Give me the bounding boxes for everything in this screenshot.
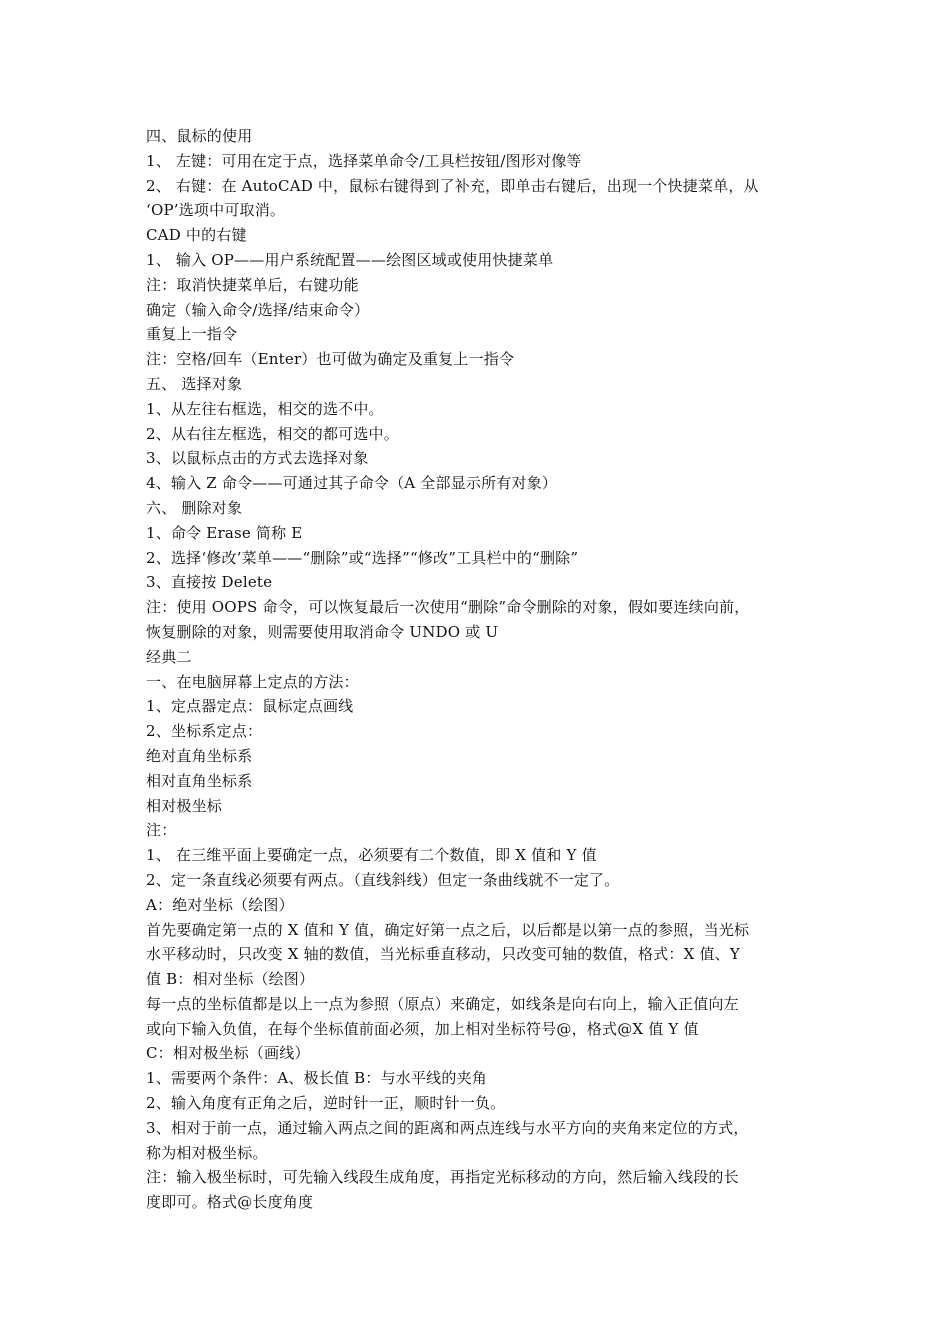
- text-line: 注：使用 OOPS 命令，可以恢复最后一次使用“删除”命令删除的对象，假如要连续向前，: [146, 598, 750, 617]
- text-line: 一、在电脑屏幕上定点的方法：: [146, 672, 359, 691]
- text-line: 称为相对极坐标。: [146, 1143, 268, 1162]
- text-line: 度即可。格式@长度角度: [146, 1193, 314, 1212]
- text-line: 确定（输入命令/选择/结束命令）: [146, 300, 370, 319]
- text-line: 3、直接按 Delete: [146, 573, 273, 592]
- text-line: 绝对直角坐标系: [146, 746, 253, 765]
- text-line: 首先要确定第一点的 X 值和 Y 值，确定好第一点之后，以后都是以第一点的参照，当光标: [146, 920, 750, 939]
- text-line: 注：: [146, 821, 177, 840]
- text-line: 3、以鼠标点击的方式去选择对象: [146, 449, 369, 468]
- text-line: 重复上一指令: [146, 325, 238, 344]
- text-line: 相对直角坐标系: [146, 771, 253, 790]
- text-line: 恢复删除的对象，则需要使用取消命令 UNDO 或 U: [146, 622, 499, 641]
- text-line: ‘OP’选项中可取消。: [146, 201, 286, 220]
- text-line: 四、鼠标的使用: [146, 127, 253, 145]
- text-line: 4、输入 Z 命令——可通过其子命令（A 全部显示所有对象）: [146, 474, 558, 493]
- text-line: 1、命令 Erase 简称 E: [146, 523, 303, 542]
- text-line: 3、相对于前一点，通过输入两点之间的距离和两点连线与水平方向的夹角来定位的方式，: [146, 1118, 749, 1137]
- text-line: 2、从右往左框选，相交的都可选中。: [146, 424, 399, 443]
- text-line: 1、需要两个条件：A、极长值 B：与水平线的夹角: [146, 1069, 487, 1088]
- text-line: 水平移动时，只改变 X 轴的数值，当光标垂直移动，只改变可轴的数值，格式：X 值、Y: [146, 945, 740, 964]
- text-line: 注：输入极坐标时，可先输入线段生成角度，再指定光标移动的方向，然后输入线段的长: [146, 1168, 739, 1187]
- text-line: 六、 删除对象: [146, 498, 243, 517]
- text-line: 2、选择‘修改’菜单——“删除”或“选择”“修改”工具栏中的“删除”: [146, 548, 579, 567]
- text-line: 2、坐标系定点：: [146, 722, 263, 741]
- text-line: 五、 选择对象: [146, 374, 243, 393]
- text-line: 经典二: [146, 647, 192, 666]
- text-line: 注：空格/回车（Enter）也可做为确定及重复上一指令: [146, 350, 515, 369]
- text-line: 1、 在三维平面上要确定一点，必须要有二个数值，即 X 值和 Y 值: [146, 846, 597, 865]
- text-line: 1、 左键：可用在定于点，选择菜单命令/工具栏按钮/图形对像等: [146, 151, 582, 170]
- text-line: 2、定一条直线必须要有两点。（直线斜线）但定一条曲线就不一定了。: [146, 870, 620, 889]
- text-line: 2、 右键：在 AutoCAD 中，鼠标右键得到了补充，即单击右键后，出现一个快捷菜单，从: [146, 176, 759, 195]
- text-line: A：绝对坐标（绘图）: [146, 895, 294, 914]
- text-line: 注：取消快捷菜单后，右键功能: [146, 275, 359, 294]
- text-line: 或向下输入负值，在每个坐标值前面必须，加上相对坐标符号@，格式@X 值 Y 值: [146, 1019, 699, 1038]
- text-line: 每一点的坐标值都是以上一点为参照（原点）来确定，如线条是向右向上，输入正值向左: [146, 994, 739, 1013]
- text-line: 值 B：相对坐标（绘图）: [146, 970, 315, 989]
- text-line: 相对极坐标: [146, 796, 223, 815]
- text-line: 1、定点器定点：鼠标定点画线: [146, 697, 354, 716]
- text-line: 1、从左往右框选，相交的选不中。: [146, 399, 384, 418]
- text-line: 1、 输入 OP——用户系统配置——绘图区域或使用快捷菜单: [146, 250, 554, 269]
- text-line: C：相对极坐标（画线）: [146, 1044, 310, 1063]
- text-line: 2、输入角度有正角之后，逆时针一正，顺时针一负。: [146, 1094, 506, 1113]
- text-line: CAD 中的右键: [146, 226, 247, 245]
- document-body: [146, 124, 818, 1215]
